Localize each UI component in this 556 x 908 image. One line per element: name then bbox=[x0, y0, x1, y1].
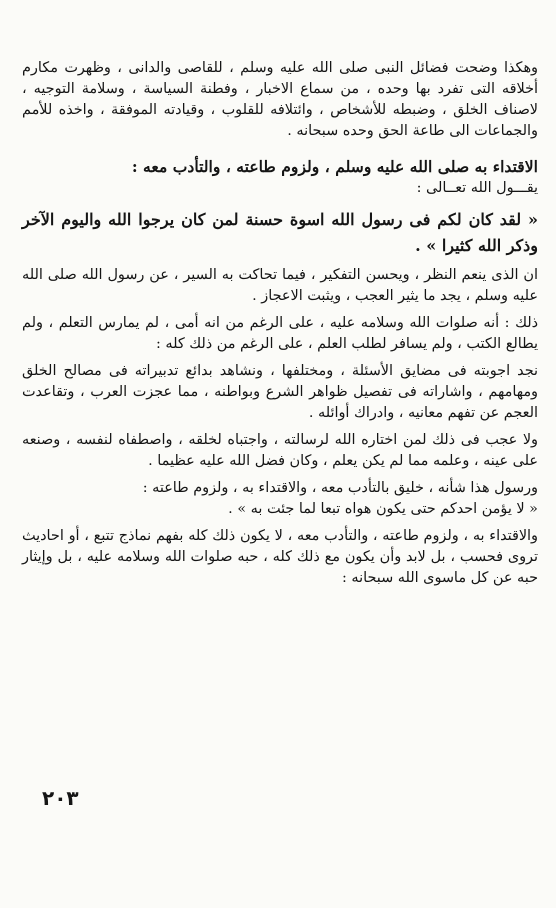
paragraph-virtues: وهكذا وضحت فضائل النبى صلى الله عليه وسلم ، للقاصى والدانى ، وظهرت مكارم أخلاقه التى تفرد بها وحده ، من سماع الاخبار ، وفطنة السياسة ، وسلامة التوجيه ، لاصناف الخلق ، وضبطه للأشخاص ، وائتلافه للقلوب ، وقيادته الموفقة ، واخذه للأمم والجماعات الى طاعة الحق وحده سبحانه . bbox=[22, 60, 538, 139]
paragraph-answers: نجد اجوبته فى مضايق الأسئلة ، ومختلفها ، ونشاهد بدائع تدبيراته فى مصالح الخلق ومهامهم ، واشاراته فى تفصيل ظواهر الشرع وبواطنه ، مما عجزت العرب ، وتقاعدت العجم عن تفهم معانيه ، وادراك أوائله . bbox=[22, 363, 538, 421]
paragraph-unlettered: ذلك : أنه صلوات الله وسلامه عليه ، على الرغم من انه أمى ، لم يمارس التعلم ، ولم يطالع الكتب ، ولم يسافر لطلب العلم ، على الرغم من ذلك كله : bbox=[22, 315, 538, 352]
paragraph-love: والاقتداء به ، ولزوم طاعته ، والتأدب معه ، لا يكون ذلك كله بفهم نماذج تتبع ، أو احاديث تروى فحسب ، بل لابد وأن يكون مع ذلك كله ، حبه صلوات الله وسلامه عليه ، بل وإيثار حبه عن كل ماسوى الله سبحانه : bbox=[22, 528, 538, 586]
quran-verse: « لقد كان لكم فى رسول الله اسوة حسنة لمن كان يرجوا الله واليوم الآخر وذكر الله كثيرا » . bbox=[22, 210, 538, 255]
paragraph-reflection: ان الذى ينعم النظر ، ويحسن التفكير ، فيما تحاكت به السير ، عن رسول الله صلى الله عليه وسلم ، يجد ما يثير العجب ، ويثبت الاعجاز . bbox=[22, 267, 538, 304]
section-heading: الاقتداء به صلى الله عليه وسلم ، ولزوم طاعته ، والتأدب معه : bbox=[131, 157, 538, 176]
page-body bbox=[22, 58, 538, 589]
paragraph-chosen: ولا عجب فى ذلك لمن اختاره الله لرسالته ، واجتباه لخلقه ، واصطفاه لنفسه ، وصنعه على عينه ، وعلمه مما لم يكن يعلم ، وكان فضل الله عليه عظيما . bbox=[22, 432, 538, 469]
quran-intro: يقـــول الله تعــالى : bbox=[416, 180, 538, 196]
paragraph-etiquette: ورسول هذا شأنه ، خليق بالتأدب معه ، والاقتداء به ، ولزوم طاعته : bbox=[142, 480, 538, 496]
hadith-quote: « لا يؤمن احدكم حتى يكون هواه تبعا لما جئت به » . bbox=[228, 501, 538, 517]
page-number: ٢٠٣ bbox=[42, 786, 79, 810]
